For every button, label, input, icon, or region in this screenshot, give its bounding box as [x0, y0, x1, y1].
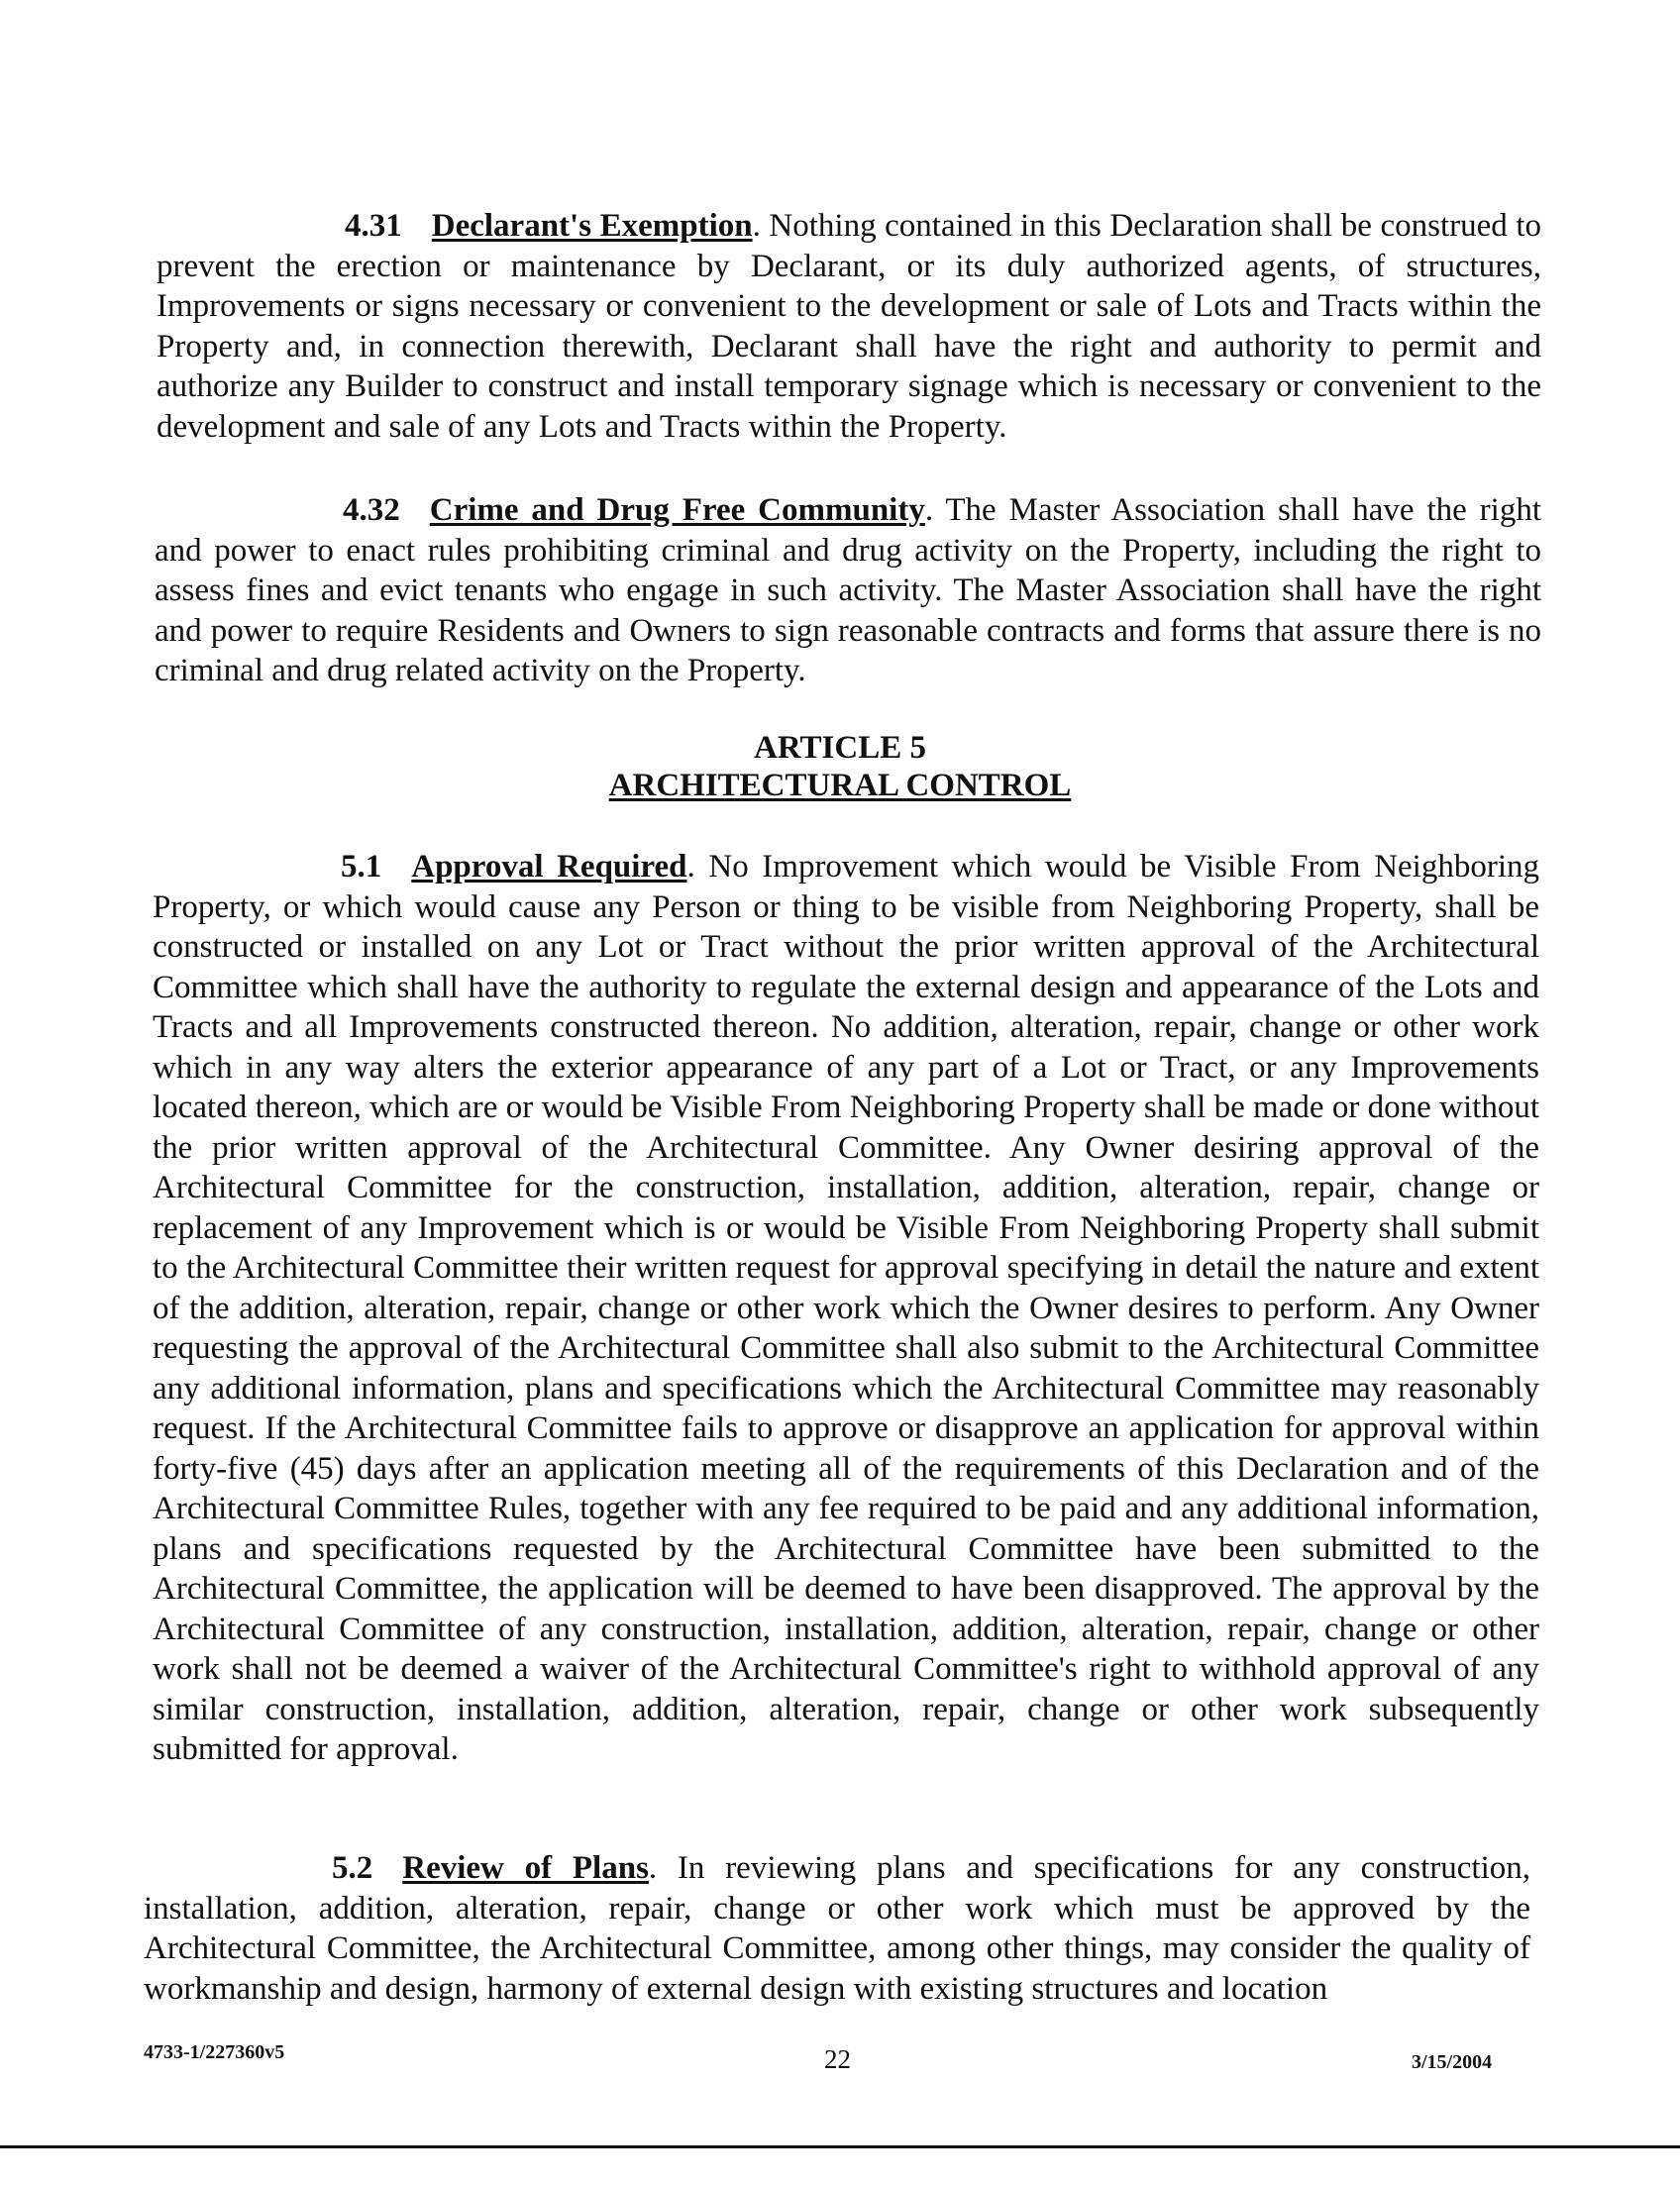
article-title-text: ARCHITECTURAL CONTROL: [608, 768, 1072, 803]
footer-doc-id: 4733-1/227360v5: [144, 2041, 285, 2063]
article-number: ARTICLE 5: [754, 730, 926, 766]
section-title: Approval Required: [411, 849, 687, 885]
section-4-31: [157, 206, 1541, 447]
section-title: Crime and Drug Free Community: [429, 492, 925, 528]
section-title: Review of Plans: [402, 1850, 649, 1886]
section-body: . In reviewing plans and specifications for any construction, installation, addition, alteration, repair, change or other work which must be approved by the Architectural Committee, the Architectural Committee, among other things, may consider the quality of workmanship and design, harmony of external design with existing structures and location: [144, 1850, 1530, 2007]
section-body: . No Improvement which would be Visible From Neighboring Property, or which would cause any Person or thing to be visible from Neighboring Property, shall be constructed or installed on any Lot or Tract without the prior written approval of the Architectural Committee which shall have the authority to regulate the external design and appearance of the Lots and Tracts and all Improvements constructed thereon. No addition, alteration, repair, change or other work which in any way alters the exterior appearance of any part of a Lot or Tract, or any Improvements located thereon, which are or would be Visible From Neighboring Property shall be made or done without the prior written approval of the Architectural Committee. Any Owner desiring approval of the Architectural Committee for the construction, installation, addition, alteration, repair, change or replacement of any Improvement which is or would be Visible From Neighboring Property shall submit to the Architectural Committee their written request for approval specifying in detail the nature and extent of the addition, alteration, repair, change or other work which the Owner desires to perform. Any Owner requesting the approval of the Architectural Committee shall also submit to the Architectural Committee any additional information, plans and specifications which the Architectural Committee may reasonably request. If the Architectural Committee fails to approve or disapprove an application for approval within forty-five (45) days after an application meeting all of the requirements of this Declaration and of the Architectural Committee Rules, together with any fee required to be paid and any additional information, plans and specifications requested by the Architectural Committee have been submitted to the Architectural Committee, the application will be deemed to have been disapproved. The approval by the Architectural Committee of any construction, installation, addition, alteration, repair, change or other work shall not be deemed a waiver of the Architectural Committee's right to withhold approval of any similar construction, installation, addition, alteration, repair, change or other work subsequently submitted for approval.: [153, 849, 1539, 1767]
bottom-rule: [0, 2145, 1680, 2148]
section-number: 5.2: [332, 1850, 373, 1886]
section-4-32: [155, 490, 1541, 691]
section-number: 5.1: [341, 849, 382, 885]
section-5-1: [153, 847, 1539, 1770]
page-number: 22: [824, 2044, 851, 2074]
section-body: . The Master Association shall have the right and power to enact rules prohibiting criminal and drug activity on the Property, including the right to assess fines and evict tenants who engage in such activity. The Master Association shall have the right and power to require Residents and Owners to sign reasonable contracts and forms that assure there is no criminal and drug related activity on the Property.: [155, 492, 1541, 688]
section-5-2: [144, 1848, 1530, 2009]
section-title: Declarant's Exemption: [431, 208, 753, 244]
footer-date: 3/15/2004: [1412, 2051, 1493, 2073]
section-body: . Nothing contained in this Declaration shall be construed to prevent the erection or maintenance by Declarant, or its duly authorized agents, of structures, Improvements or signs necessary or convenient to the development or sale of Lots and Tracts within the Property and, in connection therewith, Declarant shall have the right and authority to permit and authorize any Builder to construct and install temporary signage which is necessary or convenient to the development and sale of any Lots and Tracts within the Property.: [157, 208, 1541, 445]
section-number: 4.32: [343, 492, 400, 528]
article-title: [0, 768, 1680, 804]
section-number: 4.31: [345, 208, 402, 244]
